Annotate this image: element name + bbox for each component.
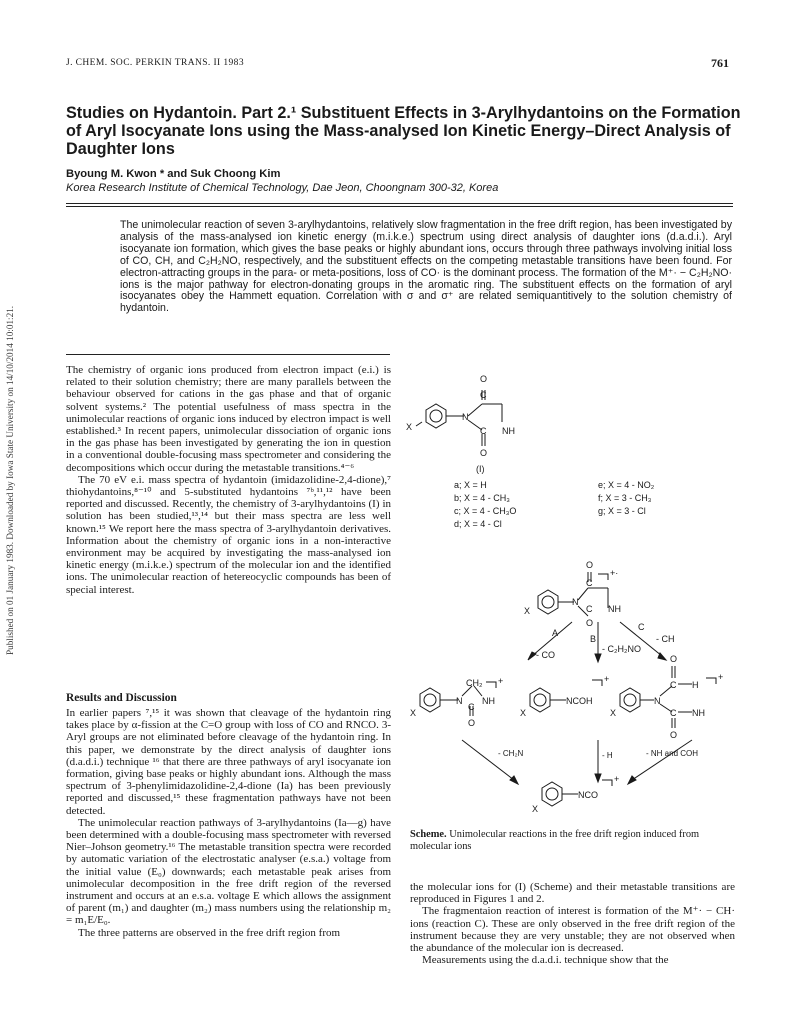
intro-section [66, 364, 391, 596]
atom-label: N [462, 412, 469, 422]
product-label: NCOH [566, 696, 593, 706]
atom-label: N [572, 597, 579, 607]
atom-label: O [468, 718, 476, 728]
pathway-label: A [552, 628, 559, 638]
atom-label: C [468, 702, 475, 712]
atom-label: X [610, 708, 617, 718]
atom-label: C [586, 578, 593, 588]
charge-label: +· [610, 568, 619, 578]
pathway-label: B [590, 634, 597, 644]
divider-top-double [66, 206, 733, 207]
results-paragraph: In earlier papers ⁷,¹⁵ it was shown that cleavage of the hydantoin ring takes place by α-fission at the C=O group with loss of CO and RNCO. 3-Aryl groups are not eliminated before cleavage of the hydantoin ring. In this paper, we demonstrate by the direct analysis of daughter ions (d.a.d.i.) technique ¹⁶ that there are three pathways of aryl isocyanate ion formation, giving base peaks or highly abundant ions. Although the mass spectrum of 3-phenylimidazolidine-2,4-dione (Ia) has been previously reported and discussed,¹⁵ these fragmentation pathways have not been detected. [66, 707, 391, 817]
body-paragraph: The fragmentaion reaction of interest is formation of the M⁺· − CH· ions (reaction C). These are only observed in the free drift region of the instrument because they are very unstable; they are not observed when the abundance of the molecular ion is decreased. [410, 905, 735, 955]
running-head: J. CHEM. SOC. PERKIN TRANS. II 1983 [66, 58, 244, 68]
scheme-caption [410, 829, 734, 852]
article-title: Studies on Hydantoin. Part 2.¹ Substituent Effects in 3-Arylhydantoins on the Formation of Aryl Isocyanate Ions using the Mass-analysed Ion Kinetic Energy–Direct Analysis of Daughter Ions [66, 104, 741, 158]
atom-label: O [670, 730, 678, 740]
charge-label: + [498, 676, 504, 686]
right-text [410, 881, 735, 966]
pathway-label: C [638, 622, 645, 632]
loss-label: - CO [536, 650, 555, 660]
substituent-label: a; X = H [454, 480, 487, 490]
article-affiliation: Korea Research Institute of Chemical Technology, Dae Jeon, Choongnam 300-32, Korea [66, 182, 499, 194]
atom-label: O [480, 448, 488, 458]
atom-label: X [406, 422, 413, 432]
atom-label: NH [502, 426, 515, 436]
reaction-scheme [402, 360, 742, 825]
atom-label: O [480, 374, 488, 384]
loss-label: - H [602, 751, 613, 760]
body-paragraph: the molecular ions for (I) (Scheme) and their metastable transitions are reproduced in Figures 1 and 2. [410, 881, 735, 906]
charge-label: + [604, 674, 610, 684]
benzene-ring-icon [538, 590, 558, 614]
results-paragraph: The three patterns are observed in the free drift region from [78, 926, 341, 939]
section-heading: Results and Discussion [66, 692, 177, 704]
benzene-ring-icon [426, 404, 446, 428]
atom-label: X [520, 708, 527, 718]
atom-label: C [480, 390, 487, 400]
substituent-label: g; X = 3 - Cl [598, 506, 646, 516]
atom-label: N [456, 696, 463, 706]
loss-label: - C₂H₂NO [602, 644, 641, 654]
download-notice: Published on 01 January 1983. Downloaded by Iowa State University on 14/10/2014 10:01:21. [5, 305, 15, 655]
page-number: 761 [711, 56, 729, 70]
atom-label: C [586, 604, 593, 614]
article-authors: Byoung M. Kwon * and Suk Choong Kim [66, 168, 281, 180]
atom-label: C [480, 426, 487, 436]
atom-label: C [670, 708, 677, 718]
substituent-label: e; X = 4 - NO₂ [598, 480, 655, 490]
caption-label: Scheme. [410, 829, 447, 840]
atom-label: CH₂ [466, 678, 483, 688]
intro-paragraph: The 70 eV e.i. mass spectra of hydantoin (imidazolidine-2,4-dione),⁷ thiohydantoins,⁸⁻¹⁰ and 5-substituted hydantoins ⁷ᵇ,¹¹,¹² have been reported and discussed. Recently, the chemistry of 3-arylhydantoins (I) in solution has been studied,¹³,¹⁴ but their mass spectra are less well known.¹⁵ We report here the mass spectra of 3-arylhydantoin derivatives. Information about the chemistry of organic ions in a non-interactive environment may be acquired by investigating the mass-analysed ion kinetic energy (m.i.k.e.) spectrum of the molecular ion and the identified ions. The unimolecular reaction of hetereocyclic compounds has been of special interest. [66, 473, 391, 596]
substituent-label: d; X = 4 - Cl [454, 519, 502, 529]
atom-label: N [654, 696, 661, 706]
atom-label: NH [608, 604, 621, 614]
atom-label: H [692, 680, 699, 690]
atom-label: O [586, 618, 594, 628]
divider-left [66, 354, 390, 355]
product-label: NCO [578, 790, 598, 800]
substituent-label: b; X = 4 - CH₃ [454, 493, 510, 503]
atom-label: O [670, 654, 678, 664]
aromatic-circle-icon [430, 410, 442, 422]
substituent-label: c; X = 4 - CH₃O [454, 506, 517, 516]
atom-label: X [410, 708, 417, 718]
loss-label: - CH₂N [498, 749, 524, 758]
atom-label: X [524, 606, 531, 616]
results-section [66, 707, 391, 939]
body-paragraph: Measurements using the d.a.d.i. technique show that the [422, 954, 669, 967]
charge-label: + [614, 774, 620, 784]
loss-label: - CH [656, 634, 675, 644]
atom-label: NH [692, 708, 705, 718]
loss-label: - NH and COH [646, 749, 699, 758]
atom-label: NH [482, 696, 495, 706]
abstract-text: The unimolecular reaction of seven 3-arylhydantoins, relatively slow fragmentation in the free drift region, has been investigated by analysis of the mass-analysed ion kinetic energy (m.i.k.e.) spectrum using direct analysis of daughter ions (d.a.d.i.). Aryl isocyanate ion formation, which gives the base peaks or highly abundant ions, occurs through three pathways involving initial loss of CO, CH, and C₂H₂NO, respectively, and the substituent effects on the competing metastable transitions have been found. For electron-attracting groups in the para- or meta-positions, loss of CO· is the dominant process. The formation of the M⁺· − C₂H₂NO· ions is the major pathway for electron-donating groups in the aromatic ring. The substituent effects on the formation of aryl isocyanates obey the Hammett equation. Correlation with σ and σ⁺ are related semiquantitively to the solution chemistry of hydantoin. [120, 219, 732, 315]
abstract [120, 220, 732, 315]
atom-label: X [532, 804, 539, 814]
atom-label: O [586, 560, 594, 570]
intro-paragraph: The chemistry of organic ions produced from electron impact (e.i.) is related to their solution chemistry; there are many parallels between the behaviour observed for cations in the gas phase and that of organic solvent systems.² The potential usefulness of mass spectra in the unimolecular reactions of organic ions induced by electron impact is well established.³ In recent papers, unimolecular dissociation of organic ions in the gas phase has been investigated by generating the ion in question in a conventional double-focusing mass spectrometer and considering the decompositions which occur during the metastable transitions.⁴⁻⁶ [66, 364, 391, 474]
atom-label: C [670, 680, 677, 690]
charge-label: + [718, 672, 724, 682]
substituent-label: f; X = 3 - CH₃ [598, 493, 652, 503]
compound-label: (I) [476, 464, 485, 474]
caption-text: Unimolecular reactions in the free drift region induced from molecular ions [410, 829, 700, 852]
results-paragraph: The unimolecular reaction pathways of 3-arylhydantoins (Ia—g) have been determined with a double-focusing mass spectrometer with reversed Nier–Johson geometry.¹⁶ The metastable transition spectra were recorded by automatic variation of the electrostatic analyser (e.s.a.) voltage from the initial value (E₀) downwards; each metastable peak arises from unimolecular decomposition in the free drift region of the reversed instrument and occurs at an e.s.a. voltage E which allows the assignment of parent (m₁) and daughter (m₂) mass numbers using the relationship m₂ = m₁E/E₀. [66, 816, 391, 927]
divider-top [66, 203, 733, 204]
